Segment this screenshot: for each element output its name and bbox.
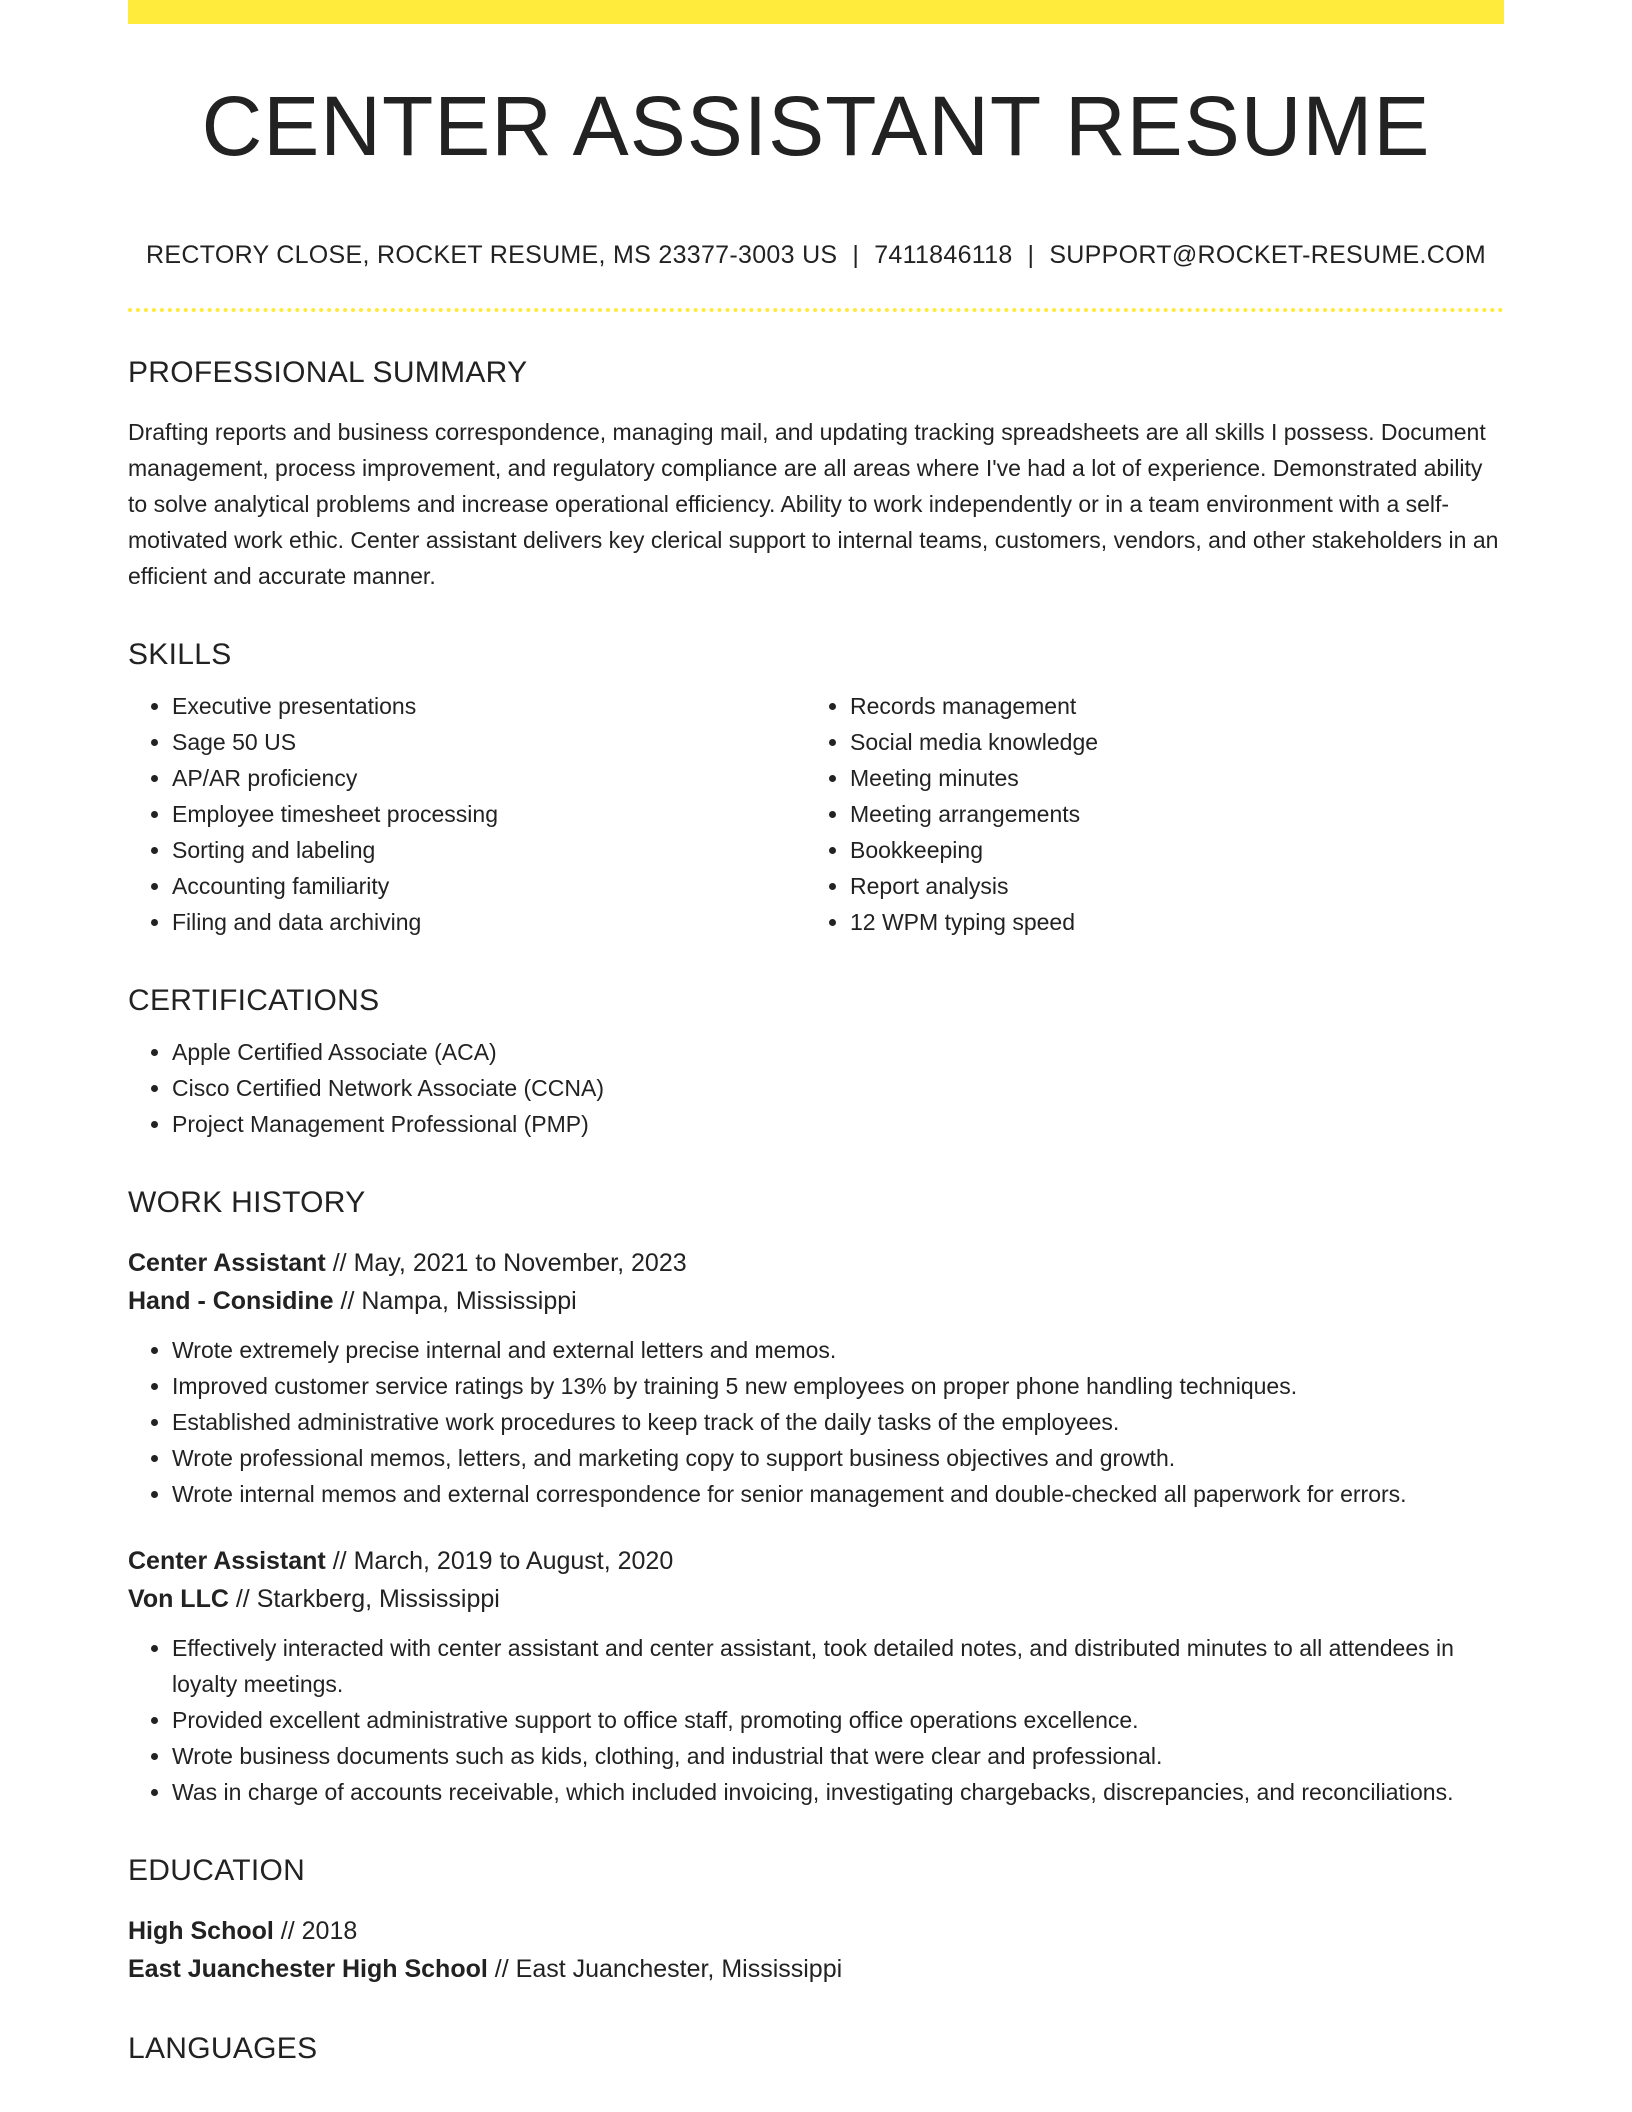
list-item: • Wrote internal memos and external correspondence for senior management and double-checked all paperwork for errors.	[172, 1476, 1504, 1512]
contact-phone: 7411846118	[874, 241, 1013, 269]
job-company: Hand - Considine	[128, 1287, 334, 1315]
delimiter: //	[332, 1249, 347, 1277]
accent-top-bar	[128, 0, 1504, 24]
list-item: • Wrote business documents such as kids, clothing, and industrial that were clear and professional.	[172, 1738, 1504, 1774]
section-title-education: EDUCATION	[128, 1854, 306, 1887]
job-company-line	[128, 1580, 1504, 1618]
list-item: • Provided excellent administrative support to office staff, promoting office operations excellence.	[172, 1702, 1504, 1738]
job-company: Von LLC	[128, 1585, 229, 1613]
job-bullets	[128, 1630, 1504, 1810]
education-location: East Juanchester, Mississippi	[515, 1955, 843, 1983]
job-title-line	[128, 1244, 1504, 1282]
skills-list-right	[806, 688, 1492, 940]
job-title: Center Assistant	[128, 1547, 326, 1575]
list-item: • Employee timesheet processing	[172, 796, 806, 832]
delimiter: //	[340, 1287, 355, 1315]
delimiter: //	[280, 1917, 295, 1945]
list-item: • Accounting familiarity	[172, 868, 806, 904]
section-title-work-history: WORK HISTORY	[128, 1186, 366, 1219]
job-entry	[128, 1244, 1504, 1512]
list-item: • Effectively interacted with center assistant and center assistant, took detailed notes, and distributed minutes to all attendees in loyalty meetings.	[172, 1630, 1504, 1702]
contact-email: SUPPORT@ROCKET-RESUME.COM	[1049, 241, 1486, 269]
job-dates: March, 2019 to August, 2020	[353, 1547, 674, 1575]
list-item: • Records management	[850, 688, 1492, 724]
job-company-line	[128, 1282, 1504, 1320]
delimiter: //	[332, 1547, 347, 1575]
job-entry	[128, 1542, 1504, 1810]
education-school-line	[128, 1950, 1504, 1988]
section-title-skills: SKILLS	[128, 638, 232, 671]
contact-separator: |	[1027, 241, 1035, 269]
section-title-certifications: CERTIFICATIONS	[128, 984, 380, 1017]
list-item: • Executive presentations	[172, 688, 806, 724]
list-item: • Apple Certified Associate (ACA)	[172, 1034, 1504, 1070]
resume-page	[128, 0, 1504, 2064]
contact-address: RECTORY CLOSE, ROCKET RESUME, MS 23377-3003 US	[146, 241, 838, 269]
skills-list-left	[128, 688, 806, 940]
list-item: • Improved customer service ratings by 13% by training 5 new employees on proper phone handling techniques.	[172, 1368, 1504, 1404]
list-item: • AP/AR proficiency	[172, 760, 806, 796]
list-item: • Bookkeeping	[850, 832, 1492, 868]
delimiter: //	[235, 1585, 250, 1613]
list-item: • Sorting and labeling	[172, 832, 806, 868]
education-degree: High School	[128, 1917, 274, 1945]
education-school: East Juanchester High School	[128, 1955, 488, 1983]
list-item: • Filing and data archiving	[172, 904, 806, 940]
job-location: Nampa, Mississippi	[361, 1287, 577, 1315]
list-item: • Meeting minutes	[850, 760, 1492, 796]
list-item: • Wrote professional memos, letters, and marketing copy to support business objectives and growth.	[172, 1440, 1504, 1476]
list-item: • Cisco Certified Network Associate (CCNA)	[172, 1070, 1504, 1106]
list-item: • Was in charge of accounts receivable, which included invoicing, investigating chargebacks, discrepancies, and reconciliations.	[172, 1774, 1504, 1810]
job-location: Starkberg, Mississippi	[256, 1585, 500, 1613]
resume-title: CENTER ASSISTANT RESUME	[201, 79, 1431, 173]
summary-text: Drafting reports and business correspondence, managing mail, and updating tracking spreadsheets are all skills I possess. Document management, process improvement, and regulatory compliance are all areas where I've had a lot of experience. Demonstrated ability to solve analytical problems and increase operational efficiency. Ability to work independently or in a team environment with a self-motivated work ethic. Center assistant delivers key clerical support to internal teams, customers, vendors, and other stakeholders in an efficient and accurate manner.	[128, 419, 1499, 589]
list-item: • 12 WPM typing speed	[850, 904, 1492, 940]
contact-line	[128, 240, 1504, 270]
certifications-list	[128, 1034, 1504, 1142]
section-title-summary: PROFESSIONAL SUMMARY	[128, 356, 528, 389]
job-title: Center Assistant	[128, 1249, 326, 1277]
contact-separator: |	[852, 241, 860, 269]
list-item: • Project Management Professional (PMP)	[172, 1106, 1504, 1142]
list-item: • Social media knowledge	[850, 724, 1492, 760]
education-year: 2018	[301, 1917, 358, 1945]
list-item: • Meeting arrangements	[850, 796, 1492, 832]
list-item: • Report analysis	[850, 868, 1492, 904]
job-bullets	[128, 1332, 1504, 1512]
job-title-line	[128, 1542, 1504, 1580]
job-dates: May, 2021 to November, 2023	[353, 1249, 687, 1277]
skills-grid	[128, 688, 1504, 940]
list-item: • Wrote extremely precise internal and external letters and memos.	[172, 1332, 1504, 1368]
list-item: • Sage 50 US	[172, 724, 806, 760]
list-item: • Established administrative work procedures to keep track of the daily tasks of the employees.	[172, 1404, 1504, 1440]
education-entry	[128, 1912, 1504, 1988]
section-title-languages: LANGUAGES	[128, 2032, 318, 2065]
education-degree-line	[128, 1912, 1504, 1950]
dotted-divider	[128, 308, 1504, 312]
delimiter: //	[494, 1955, 509, 1983]
